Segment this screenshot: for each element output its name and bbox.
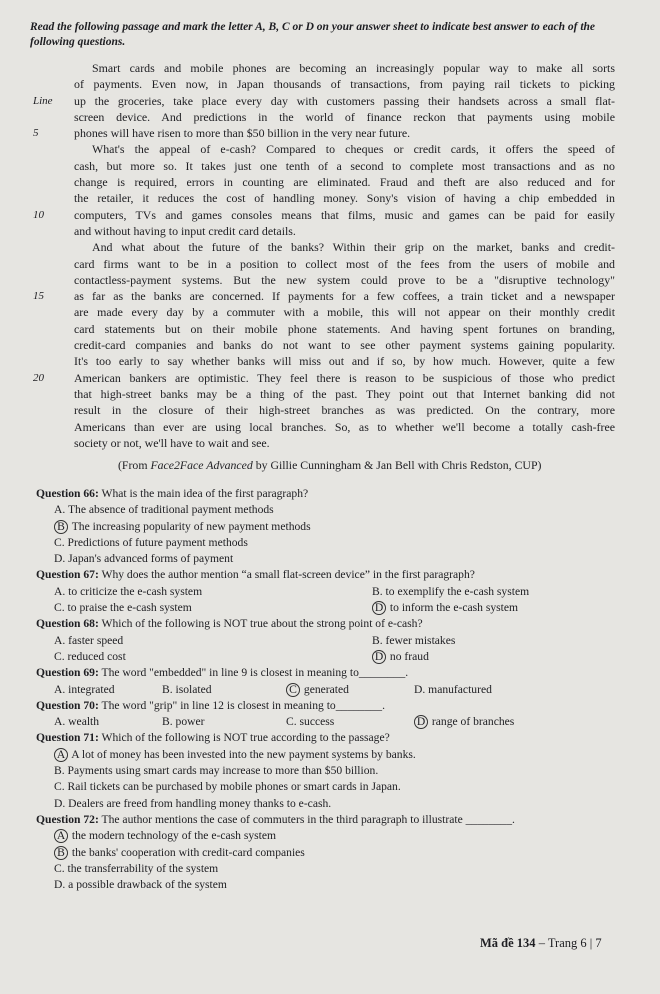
question-list	[36, 486, 636, 893]
line-number: 5	[33, 127, 39, 140]
passage-line	[0, 419, 660, 435]
passage-line	[0, 435, 660, 451]
option-a[interactable]	[54, 829, 276, 842]
question-stem	[36, 616, 636, 632]
passage-line-text: phones will have risen to more than $50 billion in the very near future.	[74, 126, 411, 141]
option-letter: C	[286, 715, 294, 729]
option-b[interactable]: B. fewer mistakes	[372, 633, 456, 647]
question-text: What is the main idea of the first paragraph?	[98, 487, 309, 500]
question-67	[36, 567, 636, 616]
passage-line	[0, 190, 660, 206]
option-letter: C	[54, 601, 62, 615]
option-letter: A	[54, 829, 68, 843]
line-number: 10	[33, 208, 44, 221]
option-letter: D	[414, 682, 423, 696]
question-label: Question 72:	[36, 812, 99, 826]
question-stem	[36, 486, 636, 502]
passage-line-text: are made every day by a commuter with a mobile, this will not appear on their monthly credit	[74, 305, 615, 320]
passage-line-text: as far as the banks are concerned. If payments for a few coffees, a train ticket and a newspaper	[74, 289, 615, 304]
option-a[interactable]: A. wealth	[54, 715, 100, 729]
option-text: no fraud	[389, 649, 429, 663]
option-b[interactable]: B. Payments using smart cards may increase to more than $50 billion.	[54, 764, 379, 778]
passage-line-text: card statements but on their mobile phone statements. And having spent fortunes on branding,	[74, 321, 615, 336]
option-text: reduced cost	[67, 649, 126, 663]
page-number: – Trang 6 | 7	[535, 936, 602, 950]
passage-line-text: It's too early to say whether banks will miss out and if so, by how much. However, quite a few	[74, 354, 615, 369]
passage-line-text: society or not, we'll have to wait and see.	[74, 435, 270, 450]
question-69	[36, 665, 636, 698]
passage-line	[0, 272, 660, 288]
passage-line-text: What's the appeal of e-cash? Compared to cheques or credit cards, it offers the speed of	[92, 142, 615, 157]
passage-line	[0, 93, 660, 109]
option-letter: D	[372, 650, 386, 664]
option-text: the modern technology of the e-cash system	[71, 829, 277, 843]
option-d[interactable]: D. a possible drawback of the system	[54, 878, 227, 892]
option-text: the transferrability of the system	[67, 861, 219, 875]
option-c[interactable]: C. Predictions of future payment methods	[54, 535, 248, 549]
passage-line	[0, 76, 660, 92]
question-label: Question 66:	[36, 487, 99, 500]
passage-line	[0, 304, 660, 320]
option-d[interactable]: D. manufactured	[414, 682, 492, 696]
option-letter: A	[54, 748, 68, 762]
option-text: manufactured	[428, 682, 492, 696]
option-text: fewer mistakes	[385, 633, 456, 647]
option-text: to praise the e-cash system	[67, 601, 192, 615]
option-letter: C	[54, 780, 62, 794]
question-71	[36, 730, 636, 811]
passage-line-text: of payments. Even now, in Japan thousands of transactions, from paying rail tickets to picking	[74, 77, 615, 92]
passage-line-text: Smart cards and mobile phones are becoming an increasingly popular way to make all sorts	[92, 61, 615, 75]
passage-line	[0, 141, 660, 157]
passage-line-text: that high-street banks may be a thing of the past. They point out that Internet banking did not	[74, 386, 615, 401]
option-c[interactable]: C. Rail tickets can be purchased by mobile phones or smart cards in Japan.	[54, 780, 401, 794]
option-text: a possible drawback of the system	[68, 878, 227, 892]
question-text: The word "grip" in line 12 is closest in meaning to________.	[98, 698, 385, 712]
option-d[interactable]: D. Japan's advanced forms of payment	[54, 552, 234, 566]
option-letter: B	[162, 682, 170, 696]
question-text: Which of the following is NOT true according to the passage?	[98, 731, 390, 745]
line-number: 20	[33, 371, 44, 384]
question-text: Which of the following is NOT true about the strong point of e-cash?	[98, 617, 423, 631]
passage-line	[0, 174, 660, 190]
option-letter: C	[286, 683, 300, 697]
option-letter: D	[54, 552, 63, 566]
option-text: power	[175, 715, 205, 729]
option-text: Payments using smart cards may increase to more than $50 billion.	[67, 764, 379, 778]
option-text: to exemplify the e-cash system	[385, 584, 530, 598]
option-a[interactable]: A. faster speed	[54, 633, 124, 647]
option-letter: D	[414, 715, 428, 729]
passage-line-text: up the groceries, take place every day with customers passing their handsets across a small flat-	[74, 93, 615, 108]
passage-line	[0, 256, 660, 272]
question-text: The word "embedded" in line 9 is closest in meaning to________.	[98, 666, 409, 680]
passage-line	[0, 386, 660, 402]
option-letter: C	[54, 861, 62, 875]
option-letter: B	[372, 633, 380, 647]
option-text: Japan's advanced forms of payment	[68, 552, 234, 566]
option-c[interactable]: C. success	[286, 715, 335, 729]
passage-line	[0, 125, 660, 141]
question-66	[36, 486, 636, 567]
question-label: Question 70:	[36, 698, 99, 712]
passage-line-text: screen device. And predictions in the world of finance reckon that payments using mobile	[74, 109, 615, 124]
option-b[interactable]: B. power	[162, 715, 205, 729]
passage-line	[0, 207, 660, 223]
option-c[interactable]: C. reduced cost	[54, 649, 126, 663]
option-b[interactable]: B. isolated	[162, 682, 212, 696]
option-d[interactable]	[372, 649, 429, 665]
option-b[interactable]	[54, 846, 305, 859]
option-text: the banks' cooperation with credit-card companies	[71, 845, 305, 859]
option-letter: B	[372, 584, 380, 598]
option-letter: B	[54, 764, 62, 778]
passage-line	[0, 337, 660, 353]
option-b[interactable]	[54, 520, 311, 533]
option-d[interactable]	[414, 714, 514, 730]
option-text: Rail tickets can be purchased by mobile phones or smart cards in Japan.	[67, 780, 401, 794]
option-b[interactable]: B. to exemplify the e-cash system	[372, 584, 530, 598]
question-68	[36, 616, 636, 665]
option-d[interactable]	[372, 600, 518, 616]
question-label: Question 67:	[36, 568, 99, 582]
option-text: range of branches	[431, 715, 515, 729]
option-letter: A	[54, 584, 63, 598]
passage-line	[0, 288, 660, 304]
option-letter: D	[54, 796, 63, 810]
passage-line-text: American bankers are optimistic. They feel there is reason to be suspicious of those who predict	[74, 370, 615, 385]
option-text: generated	[303, 682, 349, 696]
question-70	[36, 698, 636, 731]
option-letter: C	[54, 535, 62, 549]
line-number: 15	[33, 290, 44, 303]
option-letter: A	[54, 682, 63, 696]
passage-line	[0, 158, 660, 174]
option-letter: A	[54, 633, 63, 647]
option-text: A lot of money has been invested into the new payment systems by banks.	[71, 747, 416, 761]
passage-line-text: card firms want to be in a position to collect most of the fees from the users of mobile and	[74, 256, 615, 271]
question-label: Question 68:	[36, 617, 99, 631]
question-stem	[36, 567, 636, 583]
passage-line-text: result in the closure of their high-street branches as was predicted. On the contrary, more	[74, 403, 615, 418]
passage-line-text: credit-card companies and banks do not want to see other payment systems gaining popularity.	[74, 338, 615, 353]
option-a[interactable]: A. to criticize the e-cash system	[54, 584, 203, 598]
instruction: Read the following passage and mark the letter A, B, C or D on your answer sheet to indicate best answer to each of the following questions.	[30, 21, 596, 48]
option-text: to inform the e-cash system	[389, 601, 519, 615]
option-letter: D	[372, 601, 386, 615]
option-text: to criticize the e-cash system	[68, 584, 203, 598]
passage-line-text: and without having to input credit card details.	[74, 223, 296, 238]
option-letter: B	[54, 520, 68, 534]
line-number: Line	[33, 94, 53, 107]
passage-line-text: Americans than ever are using local branches. So, as to whether we'll become a totally cash-free	[74, 419, 615, 434]
passage-line	[0, 60, 660, 76]
page-footer	[480, 936, 602, 951]
option-letter: C	[54, 649, 62, 663]
option-a[interactable]	[54, 748, 416, 761]
reading-passage	[0, 60, 660, 451]
passage-source: (From Face2Face Advanced by Gillie Cunningham & Jan Bell with Chris Redston, CUP)	[118, 458, 542, 472]
passage-line	[0, 109, 660, 125]
passage-line-text: cash, but more so. It takes just one tenth of a second to complete most transactions and as no	[74, 158, 615, 173]
option-letter: B	[162, 715, 170, 729]
option-letter: D	[54, 878, 63, 892]
passage-line-text: contactless-payment systems. But the new system could prove to be a "disruptive technology"	[74, 272, 615, 287]
question-stem	[36, 812, 636, 828]
option-text: integrated	[68, 682, 115, 696]
option-letter: A	[54, 503, 63, 517]
option-d[interactable]: D. Dealers are freed from handling money thanks to e-cash.	[54, 796, 332, 810]
question-stem	[36, 698, 636, 714]
option-c[interactable]: C. the transferrability of the system	[54, 861, 219, 875]
passage-line-text: computers, TVs and games consoles means that films, music and games can be paid for easily	[74, 207, 615, 222]
question-label: Question 69:	[36, 666, 99, 680]
exam-code: Mã đề 134	[480, 936, 536, 950]
question-text: The author mentions the case of commuters in the third paragraph to illustrate ________.	[98, 812, 515, 826]
passage-line-text: the retailer, it reduces the cost of handling money. Sony's vision of having a chip embedded in	[74, 191, 615, 206]
option-a[interactable]: A. The absence of traditional payment methods	[54, 503, 274, 517]
question-72	[36, 812, 636, 893]
passage-line	[0, 402, 660, 418]
passage-line	[0, 321, 660, 337]
question-stem	[36, 730, 636, 746]
passage-line-text: And what about the future of the banks? Within their grip on the market, banks and credit-	[92, 240, 615, 255]
question-text: Why does the author mention “a small flat-screen device” in the first paragraph?	[98, 568, 475, 582]
passage-line	[0, 370, 660, 386]
passage-line	[0, 239, 660, 255]
passage-line	[0, 223, 660, 239]
option-text: success	[299, 715, 335, 729]
option-text: faster speed	[68, 633, 124, 647]
passage-line-text: change is required, errors in counting are eliminated. Fraud and theft are also reduced and for	[74, 175, 615, 190]
question-stem	[36, 665, 636, 681]
option-text: The absence of traditional payment methods	[67, 503, 274, 517]
option-text: isolated	[175, 682, 212, 696]
option-text: Dealers are freed from handling money thanks to e-cash.	[68, 796, 332, 810]
option-a[interactable]: A. integrated	[54, 682, 115, 696]
passage-line	[0, 353, 660, 369]
option-c[interactable]: C. to praise the e-cash system	[54, 601, 192, 615]
option-c[interactable]	[286, 682, 349, 698]
option-text: Predictions of future payment methods	[67, 535, 248, 549]
option-text: The increasing popularity of new payment methods	[71, 519, 311, 533]
question-label: Question 71:	[36, 731, 99, 745]
option-text: wealth	[68, 715, 100, 729]
option-letter: A	[54, 715, 63, 729]
option-letter: B	[54, 846, 68, 860]
